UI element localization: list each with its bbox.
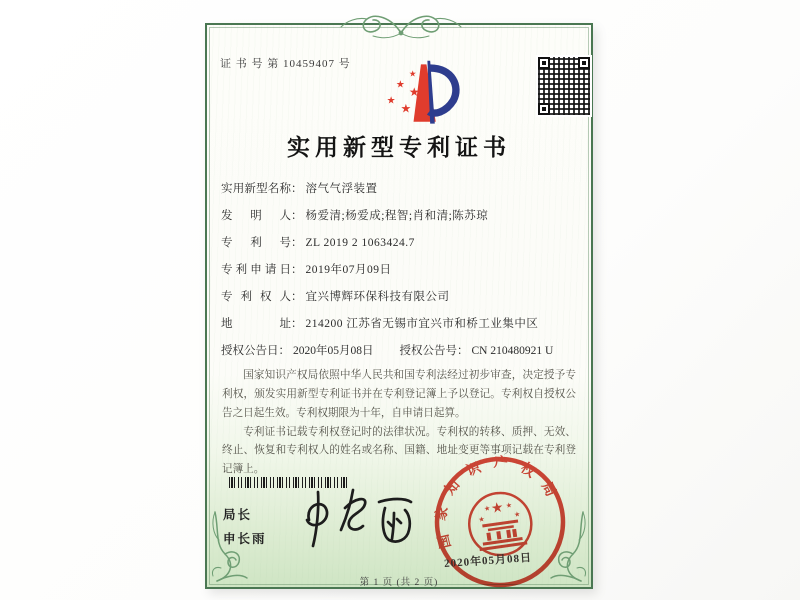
- svg-text:★: ★: [395, 79, 406, 91]
- qr-code-icon: [536, 55, 592, 117]
- cnipa-logo-icon: [378, 57, 462, 131]
- svg-text:★: ★: [386, 95, 396, 107]
- svg-text:★: ★: [408, 84, 420, 99]
- qr-finder-top-left: [538, 57, 550, 69]
- field-inventors: 发明人： 杨爱清;杨爱成;程智;肖和清;陈苏琼: [221, 210, 489, 222]
- qr-modules: [538, 57, 590, 115]
- top-flourish-ornament: [331, 11, 471, 41]
- commissioner-title: 局长: [223, 508, 253, 522]
- svg-text:★: ★: [513, 510, 521, 519]
- svg-text:★: ★: [505, 501, 513, 510]
- svg-text:★: ★: [477, 515, 486, 524]
- seal-date: 2020年05月08日: [443, 551, 533, 571]
- patent-fields: [221, 182, 577, 359]
- legal-paragraph-1: 国家知识产权局依照中华人民共和国专利法经过初步审查，决定授予专利权，颁发实用新型专利证书并在专利登记簿上予以登记。专利权自授权公告之日起生效。专利权期限为十年，自申请日起算。: [222, 370, 576, 419]
- certificate-number: 证 书 号 第 10459407 号: [220, 58, 351, 70]
- field-patentee: 专利权人： 宜兴博辉环保科技有限公司: [221, 291, 450, 303]
- svg-text:★: ★: [400, 101, 412, 116]
- certificate-title: 实用新型专利证书: [287, 135, 511, 160]
- patent-certificate-page: [205, 23, 593, 589]
- grant-no-value: CN 210480921 U: [471, 345, 554, 357]
- legal-paragraph-2: 专利证书记载专利权登记时的法律状况。专利权的转移、质押、无效、终止、恢复和专利权人的姓名或名称、国籍、地址变更等事项记载在专利登记簿上。: [222, 426, 576, 476]
- signature-icon: [293, 485, 423, 553]
- seal-text: 国家知识产权局: [433, 455, 564, 550]
- page-number: 第 1 页 (共 2 页): [359, 578, 439, 588]
- grant-date-label: 授权公告日: [221, 345, 279, 357]
- field-grant-announcement: 授权公告日： 2020年05月08日 授权公告号： CN 210480921 U: [221, 345, 554, 357]
- grant-date-value: 2020年05月08日: [293, 345, 374, 357]
- field-patent-number: 专利号： ZL 2019 2 1063424.7: [221, 237, 415, 249]
- grant-no-label: 授权公告号: [399, 345, 457, 357]
- svg-text:★: ★: [490, 500, 505, 518]
- qr-finder-bottom-left: [538, 103, 550, 115]
- field-utility-model-name: 实用新型名称： 溶气气浮装置: [221, 183, 378, 195]
- field-address: 地址： 214200 江苏省无锡市宜兴市和桥工业集中区: [221, 318, 539, 330]
- commissioner-name: 申长雨: [223, 532, 267, 546]
- commissioner-block: [223, 503, 267, 551]
- svg-text:★: ★: [483, 504, 491, 514]
- svg-text:★: ★: [408, 69, 417, 79]
- field-application-date: 专利申请日： 2019年07月09日: [221, 264, 392, 276]
- qr-finder-top-right: [578, 57, 590, 69]
- svg-text:国家知识产权局: [423, 445, 568, 551]
